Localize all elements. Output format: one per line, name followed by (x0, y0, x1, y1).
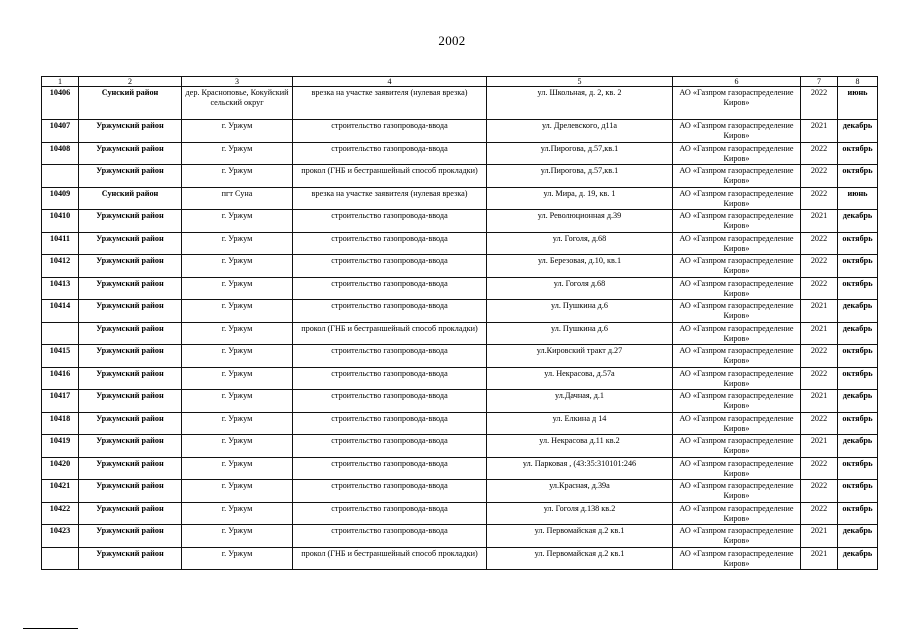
cell-record-number: 10408 (42, 142, 79, 165)
cell-organization: АО «Газпром газораспределение Киров» (673, 120, 801, 143)
cell-settlement: дер. Красноповье, Кокуйский сельский округ (182, 87, 293, 120)
cell-settlement: г. Уржум (182, 232, 293, 255)
cell-district: Уржумский район (79, 210, 182, 233)
cell-organization: АО «Газпром газораспределение Киров» (673, 367, 801, 390)
cell-month: октябрь (838, 165, 878, 188)
cell-work-type: прокол (ГНБ и бестраншейный способ прокладки) (293, 165, 487, 188)
cell-year: 2022 (801, 480, 838, 503)
cell-organization: АО «Газпром газораспределение Киров» (673, 187, 801, 210)
cell-work-type: строительство газопровода-ввода (293, 345, 487, 368)
column-number: 7 (801, 77, 838, 87)
cell-settlement: г. Уржум (182, 255, 293, 278)
cell-address: ул. Первомайская д.2 кв.1 (487, 547, 673, 570)
cell-organization: АО «Газпром газораспределение Киров» (673, 87, 801, 120)
column-number: 8 (838, 77, 878, 87)
cell-address: ул. Пушкина д.6 (487, 300, 673, 323)
cell-address: ул. Пушкина д.6 (487, 322, 673, 345)
table-row (42, 525, 878, 548)
cell-organization: АО «Газпром газораспределение Киров» (673, 525, 801, 548)
cell-settlement: г. Уржум (182, 547, 293, 570)
cell-year: 2022 (801, 345, 838, 368)
cell-district: Уржумский район (79, 390, 182, 413)
cell-month: октябрь (838, 255, 878, 278)
cell-address: ул. Парковая , (43:35:310101:246 (487, 457, 673, 480)
cell-address: ул. Гоголя д.138 кв.2 (487, 502, 673, 525)
cell-month: декабрь (838, 547, 878, 570)
cell-record-number (42, 322, 79, 345)
cell-year: 2021 (801, 547, 838, 570)
cell-record-number: 10409 (42, 187, 79, 210)
table-row (42, 255, 878, 278)
cell-district: Уржумский район (79, 457, 182, 480)
cell-address: ул. Революционная д.39 (487, 210, 673, 233)
cell-year: 2021 (801, 120, 838, 143)
cell-work-type: строительство газопровода-ввода (293, 277, 487, 300)
cell-district: Уржумский район (79, 345, 182, 368)
cell-organization: АО «Газпром газораспределение Киров» (673, 300, 801, 323)
cell-work-type: строительство газопровода-ввода (293, 255, 487, 278)
cell-organization: АО «Газпром газораспределение Киров» (673, 547, 801, 570)
table-row (42, 277, 878, 300)
cell-district: Уржумский район (79, 232, 182, 255)
cell-address: ул. Березовая, д.10, кв.1 (487, 255, 673, 278)
cell-address: ул.Пирогова, д.57,кв.1 (487, 142, 673, 165)
table-row (42, 187, 878, 210)
cell-address: ул. Гоголя д.68 (487, 277, 673, 300)
cell-work-type: врезка на участке заявителя (нулевая врезка) (293, 87, 487, 120)
cell-record-number: 10416 (42, 367, 79, 390)
cell-settlement: г. Уржум (182, 210, 293, 233)
table-row (42, 412, 878, 435)
cell-district: Уржумский район (79, 480, 182, 503)
cell-district: Уржумский район (79, 412, 182, 435)
cell-work-type: строительство газопровода-ввода (293, 457, 487, 480)
cell-district: Сунский район (79, 87, 182, 120)
cell-settlement: г. Уржум (182, 300, 293, 323)
column-number-row (42, 77, 878, 87)
cell-month: декабрь (838, 210, 878, 233)
cell-work-type: прокол (ГНБ и бестраншейный способ прокладки) (293, 547, 487, 570)
cell-address: ул. Дрелевского, д11а (487, 120, 673, 143)
table-row (42, 232, 878, 255)
cell-year: 2022 (801, 457, 838, 480)
cell-year: 2022 (801, 87, 838, 120)
cell-settlement: г. Уржум (182, 390, 293, 413)
cell-address: ул. Школьная, д. 2, кв. 2 (487, 87, 673, 120)
column-number: 5 (487, 77, 673, 87)
cell-work-type: строительство газопровода-ввода (293, 390, 487, 413)
cell-year: 2022 (801, 165, 838, 188)
cell-year: 2022 (801, 277, 838, 300)
cell-month: октябрь (838, 412, 878, 435)
column-number: 1 (42, 77, 79, 87)
cell-work-type: строительство газопровода-ввода (293, 142, 487, 165)
column-number: 4 (293, 77, 487, 87)
cell-record-number: 10407 (42, 120, 79, 143)
cell-year: 2022 (801, 142, 838, 165)
cell-work-type: врезка на участке заявителя (нулевая врезка) (293, 187, 487, 210)
cell-organization: АО «Газпром газораспределение Киров» (673, 232, 801, 255)
table-row (42, 367, 878, 390)
cell-month: декабрь (838, 435, 878, 458)
cell-month: октябрь (838, 480, 878, 503)
cell-month: июнь (838, 87, 878, 120)
cell-record-number: 10423 (42, 525, 79, 548)
cell-month: октябрь (838, 345, 878, 368)
cell-settlement: г. Уржум (182, 525, 293, 548)
table-row (42, 165, 878, 188)
cell-work-type: строительство газопровода-ввода (293, 367, 487, 390)
cell-year: 2022 (801, 255, 838, 278)
cell-year: 2021 (801, 300, 838, 323)
cell-month: октябрь (838, 277, 878, 300)
cell-settlement: пгт Суна (182, 187, 293, 210)
cell-organization: АО «Газпром газораспределение Киров» (673, 345, 801, 368)
table-row (42, 457, 878, 480)
cell-month: декабрь (838, 525, 878, 548)
cell-district: Уржумский район (79, 300, 182, 323)
cell-record-number (42, 547, 79, 570)
cell-work-type: строительство газопровода-ввода (293, 480, 487, 503)
page-number: 2002 (438, 33, 466, 48)
cell-district: Уржумский район (79, 165, 182, 188)
cell-settlement: г. Уржум (182, 412, 293, 435)
table-row (42, 300, 878, 323)
cell-year: 2021 (801, 435, 838, 458)
cell-address: ул. Гоголя, д.68 (487, 232, 673, 255)
cell-month: декабрь (838, 300, 878, 323)
cell-district: Уржумский район (79, 255, 182, 278)
cell-year: 2022 (801, 502, 838, 525)
cell-address: ул.Кировский тракт д.27 (487, 345, 673, 368)
cell-record-number: 10420 (42, 457, 79, 480)
cell-record-number: 10406 (42, 87, 79, 120)
cell-year: 2022 (801, 232, 838, 255)
cell-settlement: г. Уржум (182, 142, 293, 165)
table-row (42, 502, 878, 525)
cell-organization: АО «Газпром газораспределение Киров» (673, 142, 801, 165)
cell-record-number: 10415 (42, 345, 79, 368)
cell-year: 2022 (801, 367, 838, 390)
cell-organization: АО «Газпром газораспределение Киров» (673, 412, 801, 435)
cell-address: ул.Дачная, д.1 (487, 390, 673, 413)
cell-organization: АО «Газпром газораспределение Киров» (673, 457, 801, 480)
cell-year: 2022 (801, 412, 838, 435)
cell-month: октябрь (838, 457, 878, 480)
cell-settlement: г. Уржум (182, 367, 293, 390)
cell-record-number: 10410 (42, 210, 79, 233)
cell-organization: АО «Газпром газораспределение Киров» (673, 255, 801, 278)
table-row (42, 547, 878, 570)
cell-organization: АО «Газпром газораспределение Киров» (673, 435, 801, 458)
column-number: 3 (182, 77, 293, 87)
cell-work-type: строительство газопровода-ввода (293, 210, 487, 233)
cell-year: 2021 (801, 525, 838, 548)
cell-address: ул.Пирогова, д.57,кв.1 (487, 165, 673, 188)
cell-address: ул.Красная, д.39а (487, 480, 673, 503)
cell-year: 2022 (801, 187, 838, 210)
table-row (42, 120, 878, 143)
cell-work-type: строительство газопровода-ввода (293, 435, 487, 458)
cell-district: Уржумский район (79, 277, 182, 300)
cell-organization: АО «Газпром газораспределение Киров» (673, 322, 801, 345)
cell-record-number (42, 165, 79, 188)
cell-settlement: г. Уржум (182, 502, 293, 525)
cell-work-type: строительство газопровода-ввода (293, 502, 487, 525)
cell-year: 2021 (801, 210, 838, 233)
cell-organization: АО «Газпром газораспределение Киров» (673, 502, 801, 525)
cell-organization: АО «Газпром газораспределение Киров» (673, 390, 801, 413)
cell-district: Уржумский район (79, 502, 182, 525)
cell-record-number: 10414 (42, 300, 79, 323)
cell-organization: АО «Газпром газораспределение Киров» (673, 277, 801, 300)
cell-address: ул. Елкина д 14 (487, 412, 673, 435)
cell-year: 2021 (801, 390, 838, 413)
cell-address: ул. Мира, д. 19, кв. 1 (487, 187, 673, 210)
cell-month: октябрь (838, 232, 878, 255)
cell-work-type: строительство газопровода-ввода (293, 412, 487, 435)
cell-work-type: строительство газопровода-ввода (293, 300, 487, 323)
cell-record-number: 10422 (42, 502, 79, 525)
cell-district: Уржумский район (79, 120, 182, 143)
cell-organization: АО «Газпром газораспределение Киров» (673, 165, 801, 188)
cell-work-type: прокол (ГНБ и бестраншейный способ прокладки) (293, 322, 487, 345)
cell-organization: АО «Газпром газораспределение Киров» (673, 210, 801, 233)
cell-district: Сунский район (79, 187, 182, 210)
cell-settlement: г. Уржум (182, 457, 293, 480)
cell-settlement: г. Уржум (182, 165, 293, 188)
cell-month: октябрь (838, 142, 878, 165)
cell-month: октябрь (838, 367, 878, 390)
cell-month: декабрь (838, 390, 878, 413)
cell-settlement: г. Уржум (182, 120, 293, 143)
table-row (42, 87, 878, 120)
table-row (42, 142, 878, 165)
cell-month: декабрь (838, 322, 878, 345)
cell-settlement: г. Уржум (182, 435, 293, 458)
cell-month: октябрь (838, 502, 878, 525)
cell-district: Уржумский район (79, 435, 182, 458)
cell-record-number: 10413 (42, 277, 79, 300)
cell-settlement: г. Уржум (182, 322, 293, 345)
footnote-separator (23, 628, 78, 629)
cell-record-number: 10417 (42, 390, 79, 413)
cell-year: 2021 (801, 322, 838, 345)
cell-record-number: 10411 (42, 232, 79, 255)
cell-organization: АО «Газпром газораспределение Киров» (673, 480, 801, 503)
cell-record-number: 10419 (42, 435, 79, 458)
cell-work-type: строительство газопровода-ввода (293, 232, 487, 255)
column-number: 6 (673, 77, 801, 87)
cell-district: Уржумский район (79, 525, 182, 548)
cell-record-number: 10421 (42, 480, 79, 503)
cell-district: Уржумский район (79, 142, 182, 165)
table-row (42, 480, 878, 503)
cell-address: ул. Некрасова, д.57а (487, 367, 673, 390)
cell-work-type: строительство газопровода-ввода (293, 120, 487, 143)
cell-address: ул. Некрасова д.11 кв.2 (487, 435, 673, 458)
cell-month: декабрь (838, 120, 878, 143)
cell-district: Уржумский район (79, 547, 182, 570)
table-body (42, 87, 878, 570)
cell-district: Уржумский район (79, 322, 182, 345)
cell-district: Уржумский район (79, 367, 182, 390)
gas-connection-register-table (41, 76, 878, 570)
table-row (42, 210, 878, 233)
cell-month: июнь (838, 187, 878, 210)
cell-settlement: г. Уржум (182, 345, 293, 368)
table-row (42, 322, 878, 345)
table-row (42, 435, 878, 458)
cell-settlement: г. Уржум (182, 480, 293, 503)
table-row (42, 390, 878, 413)
cell-address: ул. Первомайская д.2 кв.1 (487, 525, 673, 548)
cell-record-number: 10418 (42, 412, 79, 435)
table-row (42, 345, 878, 368)
column-number: 2 (79, 77, 182, 87)
cell-record-number: 10412 (42, 255, 79, 278)
cell-work-type: строительство газопровода-ввода (293, 525, 487, 548)
cell-settlement: г. Уржум (182, 277, 293, 300)
